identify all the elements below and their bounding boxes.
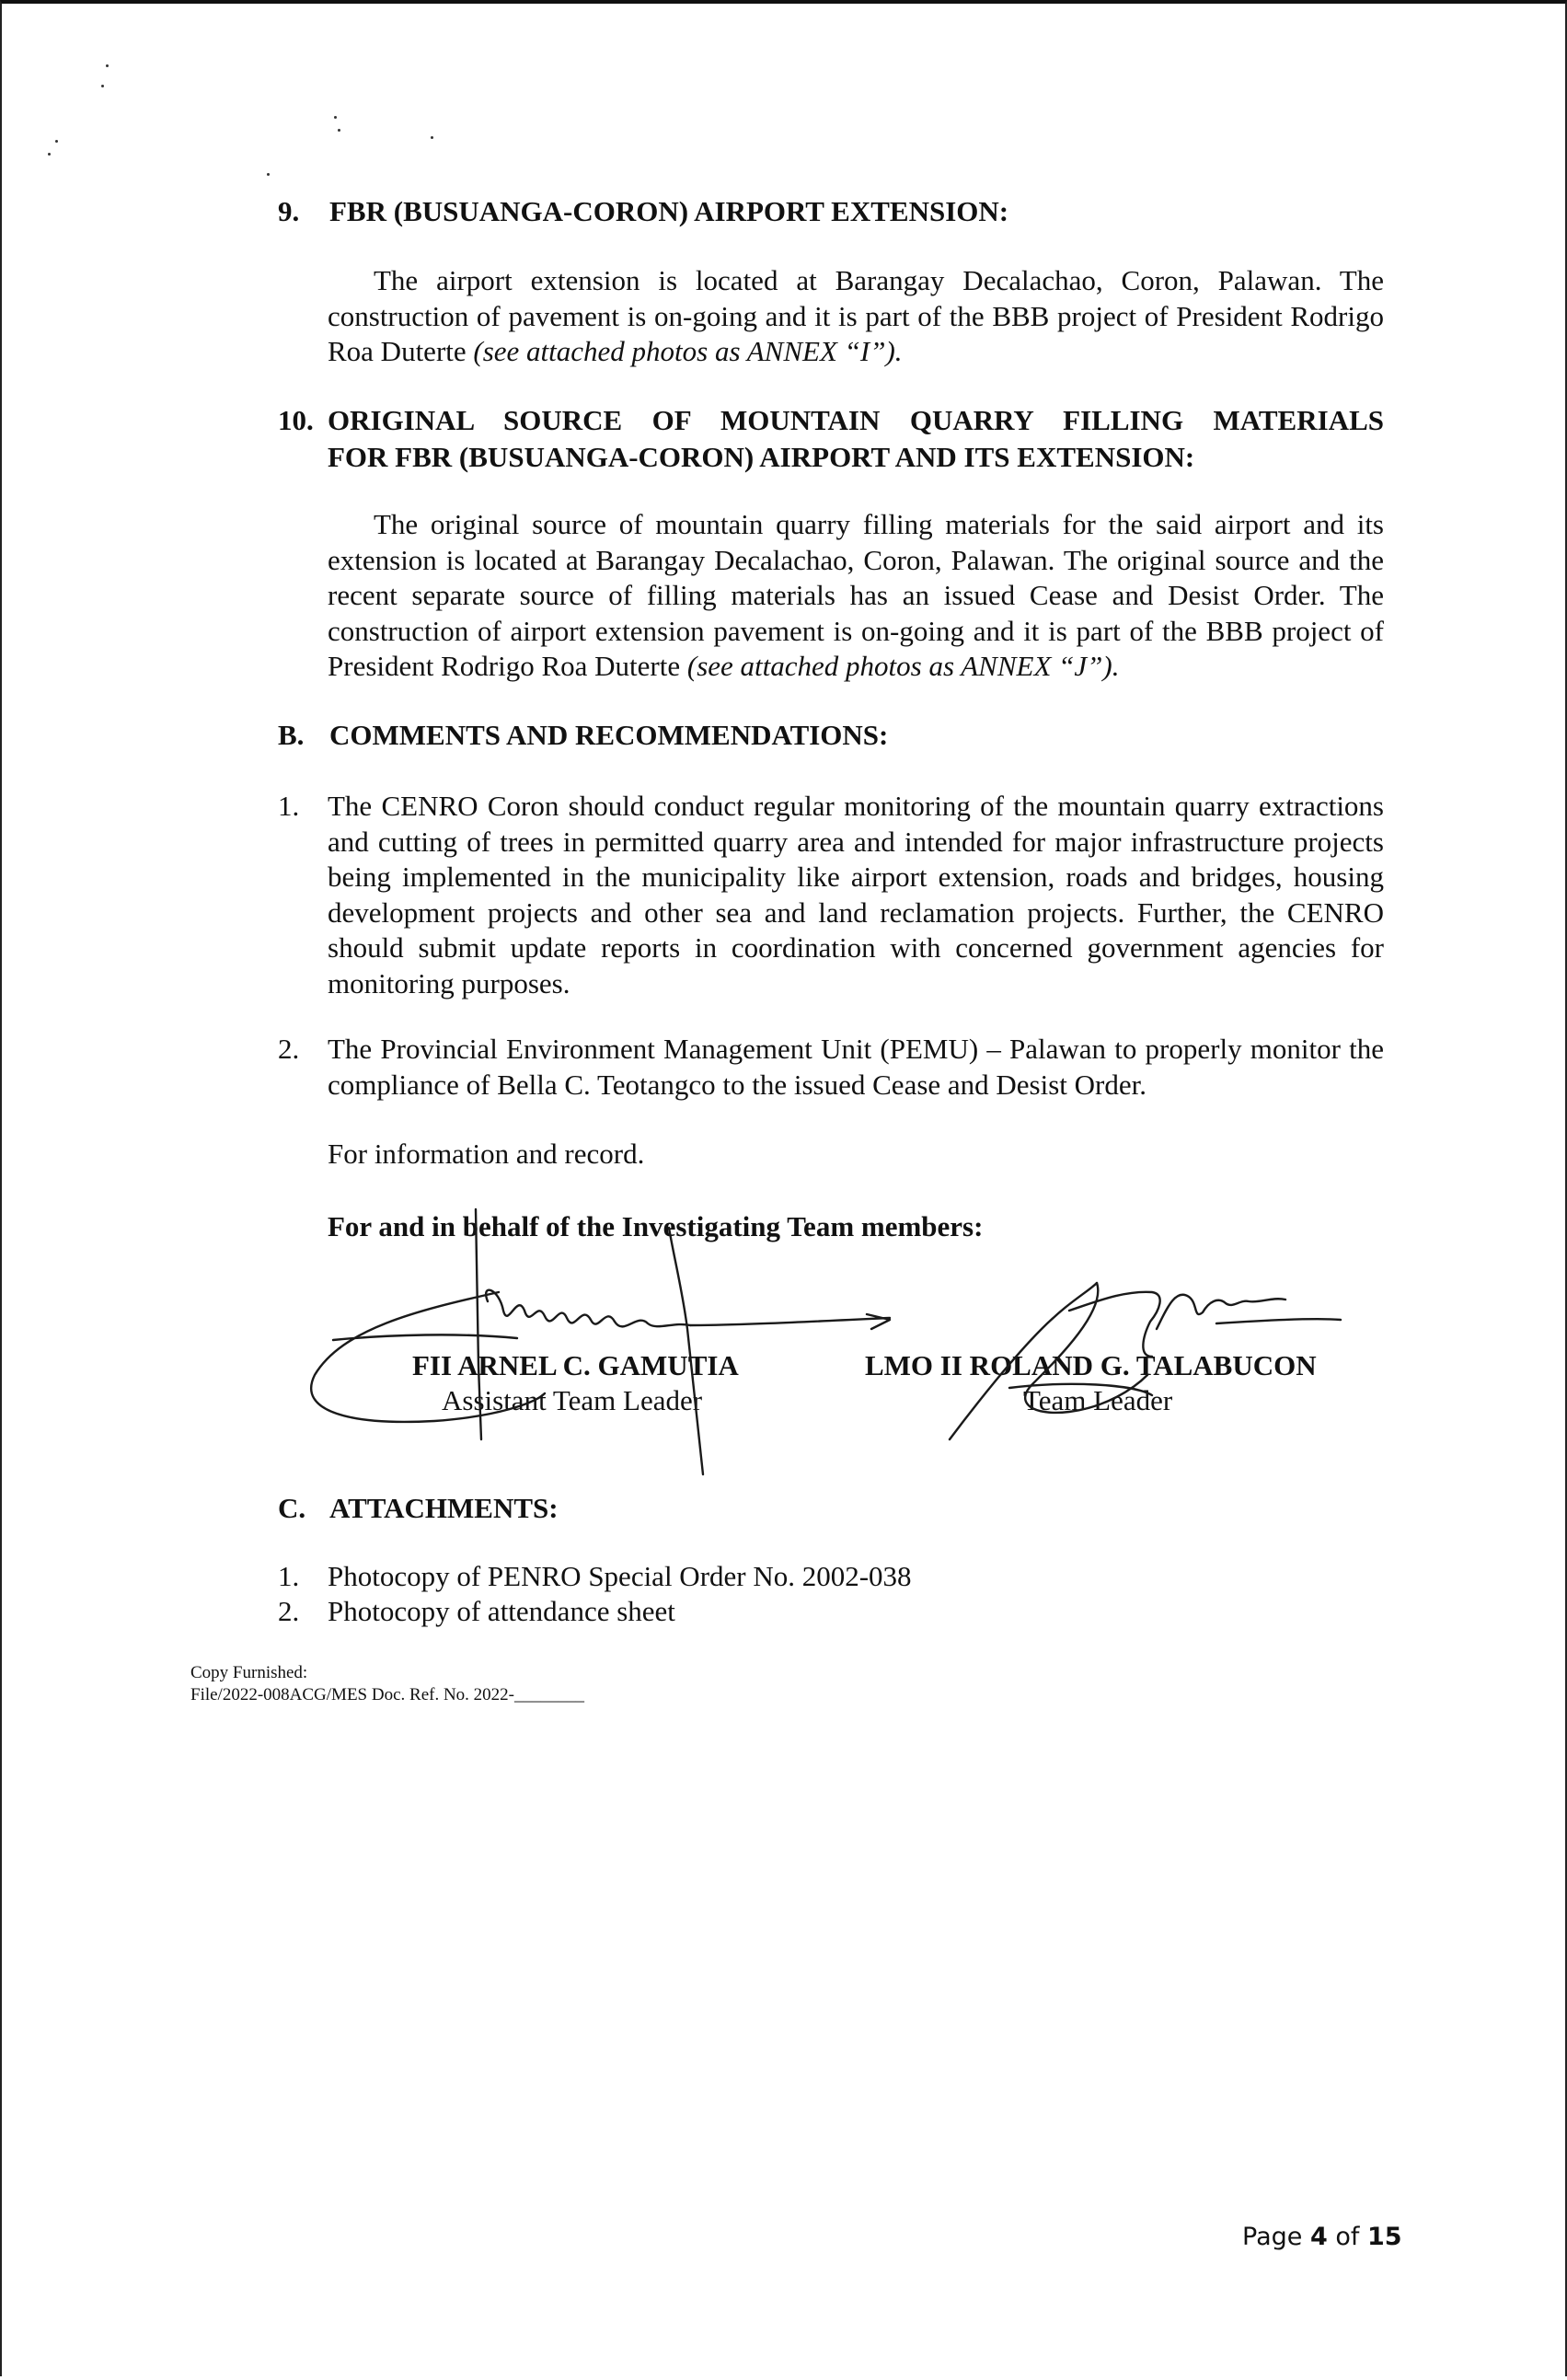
section-10-heading	[278, 402, 1384, 476]
comments-title: COMMENTS AND RECOMMENDATIONS:	[329, 719, 889, 751]
signatory-name: LMO II ROLAND G. TALABUCON	[865, 1349, 1317, 1381]
attachment-item	[278, 1595, 675, 1628]
page-number	[1242, 2223, 1402, 2251]
attachment-text: Photocopy of attendance sheet	[328, 1595, 675, 1627]
comments-letter: B.	[278, 719, 305, 751]
comment-item-text: The Provincial Environment Management Unit (PEMU) – Palawan to properly monitor the compliance of Bella C. Teotangco to the issued Cease and Desist Order.	[328, 1033, 1384, 1101]
section-10-number: 10.	[278, 404, 314, 436]
attachment-number: 2.	[278, 1595, 300, 1627]
attachment-number: 1.	[278, 1560, 300, 1592]
signatory-title: Assistant Team Leader	[442, 1384, 703, 1416]
section-10-title-line2: FOR FBR (BUSUANGA-CORON) AIRPORT AND ITS EXTENSION:	[328, 441, 1195, 473]
section-10-annex: (see attached photos as ANNEX “J”).	[686, 650, 1120, 682]
attachments-title: ATTACHMENTS:	[329, 1492, 559, 1524]
section-9-paragraph	[328, 263, 1384, 370]
section-9-annex: (see attached photos as ANNEX “I”).	[473, 335, 903, 367]
signatory-title: Team Leader	[1023, 1384, 1173, 1416]
comment-item	[278, 1032, 1384, 1105]
signatory-name: FII ARNEL C. GAMUTIA	[412, 1349, 739, 1381]
attachments-letter: C.	[278, 1492, 306, 1524]
section-9-text: The airport extension is located at Barangay Decalachao, Coron, Palawan. The construction of pavement is on-going and it is part of the BBB project of President Rodrigo Roa Duterte	[328, 264, 1384, 367]
section-9-number: 9.	[278, 195, 300, 227]
comment-item	[278, 789, 1384, 1002]
attachments-heading	[278, 1492, 559, 1525]
page-current: 4	[1309, 2223, 1328, 2251]
attachment-text: Photocopy of PENRO Special Order No. 2002-038	[328, 1560, 912, 1592]
section-9-title: FBR (BUSUANGA-CORON) AIRPORT EXTENSION:	[329, 195, 1009, 227]
section-10-paragraph	[328, 507, 1384, 685]
comments-heading	[278, 719, 888, 752]
copy-furnished-line: File/2022-008ACG/MES Doc. Ref. No. 2022-________	[190, 1685, 585, 1704]
comment-item-number: 2.	[278, 1033, 300, 1065]
behalf-line: For and in behalf of the Investigating Team members:	[328, 1210, 984, 1242]
copy-furnished-label: Copy Furnished:	[190, 1663, 308, 1682]
page-total: 15	[1366, 2223, 1402, 2251]
section-9-heading	[278, 195, 1008, 228]
comment-item-text: The CENRO Coron should conduct regular monitoring of the mountain quarry extractions and cutting of trees in permitted quarry area and intended for major infrastructure projects being implemented in the municipality like airport extension, roads and bridges, housing development projects and other sea and land reclamation projects. Further, the CENRO should submit update reports in coordination with concerned government agencies for monitoring purposes.	[328, 790, 1384, 999]
comment-item-number: 1.	[278, 790, 300, 822]
attachment-item	[278, 1560, 912, 1593]
page-prefix: Page	[1242, 2223, 1310, 2251]
section-10-title-line1: ORIGINAL SOURCE OF MOUNTAIN QUARRY FILLING MATERIALS	[328, 404, 1384, 436]
information-line: For information and record.	[328, 1138, 645, 1170]
section-10-text: The original source of mountain quarry filling materials for the said airport and its extension is located at Barangay Decalachao, Coron, Palawan. The original source and the recent separate source of filling materials has an issued Cease and Desist Order. The construction of airport extension pavement is on-going and it is part of the BBB project of President Rodrigo Roa Duterte	[328, 508, 1384, 682]
page-of: of	[1327, 2223, 1367, 2251]
